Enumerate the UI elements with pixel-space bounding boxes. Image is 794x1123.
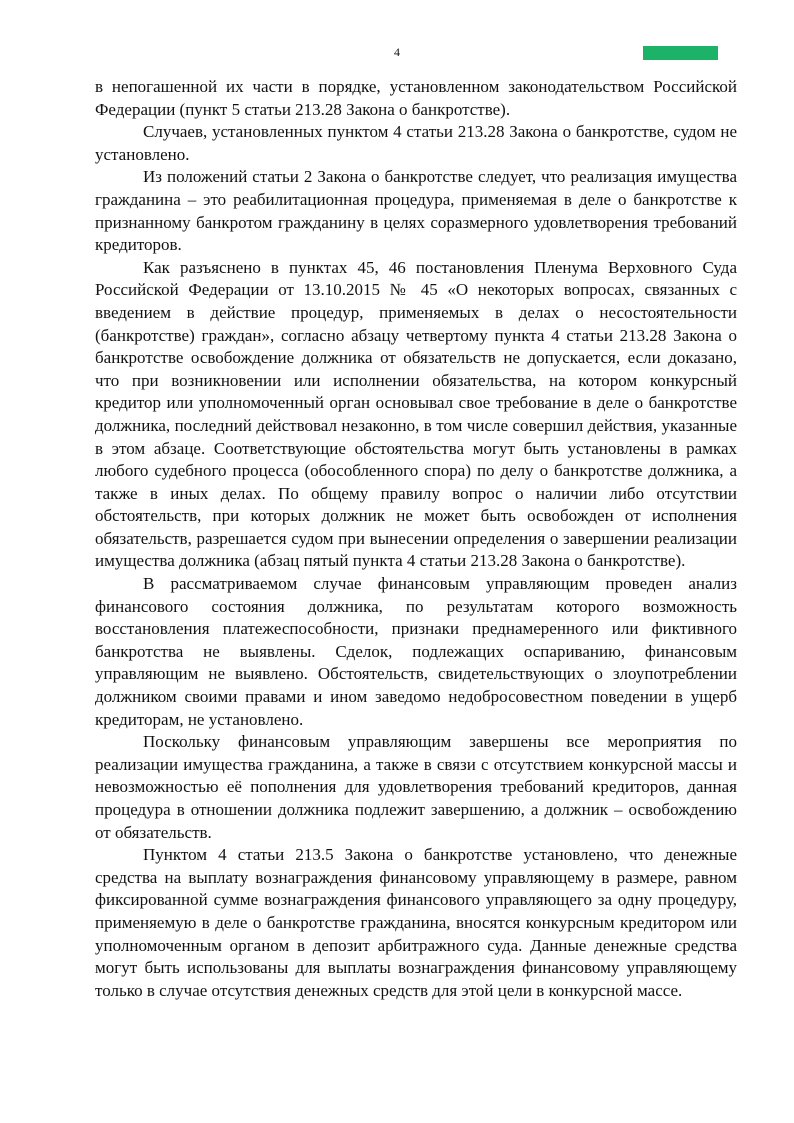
paragraph-3: Из положений статьи 2 Закона о банкротстве следует, что реализация имущества гражданина – это реабилитационная процедура, применяемая в деле о банкротстве к признанному банкротом гражданину в целях соразмерного удовлетворения требований кредиторов. — [95, 167, 737, 255]
paragraph-5: В рассматриваемом случае финансовым управляющим проведен анализ финансового состояния должника, по результатам которого возможность восстановления платежеспособности, признаки преднамеренного или фиктивного банкротства не выявлены. Сделок, подлежащих оспариванию, финансовым управляющим не выявлено. Обстоятельств, свидетельствующих о злоупотреблении должником своими правами и ином заведомо недобросовестном поведении в ущерб кредиторам, не установлено. — [95, 574, 737, 729]
paragraph-7: Пунктом 4 статьи 213.5 Закона о банкротстве установлено, что денежные средства на выплату вознаграждения финансовому управляющему в размере, равном фиксированной сумме вознаграждения финансового управляющего за одну процедуру, применяемую в деле о банкротстве гражданина, вносятся конкурсным кредитором или уполномоченным органом в депозит арбитражного суда. Данные денежные средства могут быть использованы для выплаты вознаграждения финансовому управляющему только в случае отсутствия денежных средств для этой цели в конкурсной массе. — [95, 845, 737, 1000]
paragraph-2: Случаев, установленных пунктом 4 статьи 213.28 Закона о банкротстве, судом не установлено. — [95, 122, 737, 164]
green-marker — [643, 46, 718, 60]
paragraph-4: Как разъяснено в пунктах 45, 46 постановления Пленума Верховного Суда Российской Федерации от 13.10.2015 № 45 «О некоторых вопросах, связанных с введением в действие процедур, применяемых в делах о несостоятельности (банкротстве) граждан», согласно абзацу четвертому пункта 4 статьи 213.28 Закона о банкротстве освобождение должника от обязательств не допускается, если доказано, что при возникновении или исполнении обязательства, на котором конкурсный кредитор или уполномоченный орган основывал свое требование в деле о банкротстве должника, последний действовал незаконно, в том числе совершил действия, указанные в этом абзаце. Соответствующие обстоятельства могут быть установлены в рамках любого судебного процесса (обособленного спора) по делу о банкротстве должника, а также в иных делах. По общему правилу вопрос о наличии либо отсутствии обстоятельств, при которых должник не может быть освобожден от исполнения обязательств, разрешается судом при вынесении определения о завершении реализации имущества должника (абзац пятый пункта 4 статьи 213.28 Закона о банкротстве). — [95, 257, 737, 571]
paragraph-1: в непогашенной их части в порядке, установленном законодательством Российской Федерации (пункт 5 статьи 213.28 Закона о банкротстве). — [95, 77, 737, 119]
paragraph-6: Поскольку финансовым управляющим завершены все мероприятия по реализации имущества гражданина, а также в связи с отсутствием конкурсной массы и невозможностью её пополнения для удовлетворения требований кредиторов, данная процедура в отношении должника подлежит завершению, а должник – освобождению от обязательств. — [95, 732, 737, 842]
document-body — [95, 76, 737, 1002]
page-number: 4 — [394, 45, 400, 59]
